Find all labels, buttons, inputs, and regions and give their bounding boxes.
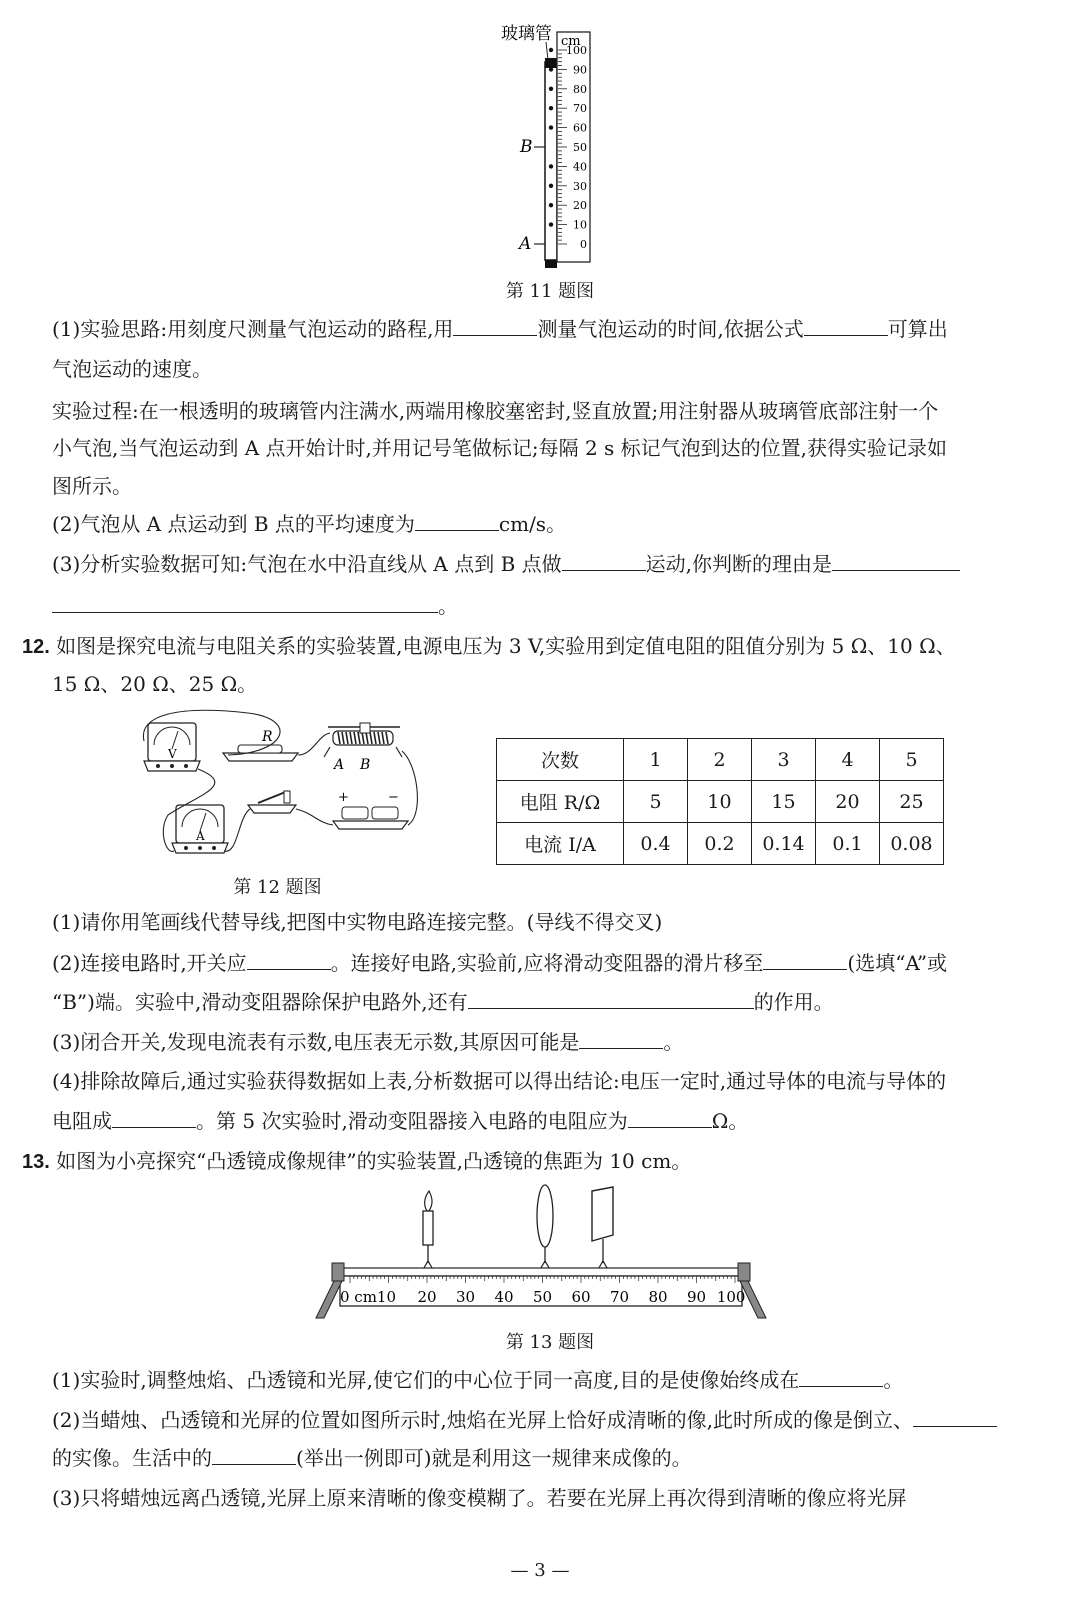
question-number: 13. [22, 1151, 50, 1173]
bench-scale-number: 30 [455, 1288, 476, 1306]
answer-blank[interactable] [247, 951, 331, 970]
tube-label: 玻璃管 [501, 24, 552, 44]
convex-lens [537, 1185, 553, 1273]
fixed-resistor [223, 729, 298, 761]
ruler-number: 100 [566, 44, 587, 57]
bench-scale-number: 100 [716, 1288, 746, 1306]
bubble-mark [549, 48, 553, 52]
table-cell: 0.14 [752, 823, 816, 865]
ruler-number: 80 [573, 82, 587, 96]
q12-part4: (4)排除故障后,通过实验获得数据如上表,分析数据可以得出结论:电压一定时,通过导体的电流与导体的 [52, 1069, 947, 1093]
q12-stem-line2: 15 Ω、20 Ω、25 Ω。 [52, 672, 258, 696]
q12-part2-cont: “B”)端。实验中,滑动变阻器除保护电路外,还有 的作用。 [52, 990, 834, 1014]
q12-part1: (1)请你用笔画线代替导线,把图中实物电路连接完整。(导线不得交叉) [52, 910, 663, 934]
switch [248, 791, 296, 813]
figure-13-caption: 第 13 题图 [505, 1332, 595, 1353]
bubble-mark [549, 184, 553, 188]
figure-11-caption: 第 11 题图 [505, 281, 595, 302]
page-number: — 3 — [510, 1560, 570, 1581]
answer-blank[interactable] [579, 1030, 663, 1049]
table-cell: 3 [752, 739, 816, 781]
bubble-mark [549, 222, 553, 226]
voltmeter [144, 723, 200, 771]
q13-part2-cont: 的实像。生活中的 (举出一例即可)就是利用这一规律来成像的。 [52, 1446, 692, 1470]
q11-procedure-line2: 小气泡,当气泡运动到 A 点开始计时,并用记号笔做标记;每隔 2 s 标记气泡到达的位置,获得实验记录如 [52, 436, 948, 460]
answer-blank[interactable] [799, 1368, 883, 1387]
table-row [497, 739, 944, 781]
table-cell: 0.1 [816, 823, 880, 865]
bench-scale-number: 20 [417, 1288, 437, 1306]
table-row [497, 781, 944, 823]
answer-blank[interactable] [468, 990, 754, 1009]
question-number: 12. [22, 636, 50, 658]
bench-scale-number: 70 [609, 1288, 630, 1306]
figure-11-bubble-tube [490, 20, 610, 275]
point-a-label: A [519, 234, 532, 254]
q11-procedure-line1: 实验过程:在一根透明的玻璃管内注满水,两端用橡胶塞密封,竖直放置;用注射器从玻璃管底部注射一个 [52, 399, 939, 423]
answer-blank[interactable] [453, 317, 537, 336]
bench-scale-number: 40 [494, 1288, 514, 1306]
rheostat-terminal-b: B [360, 757, 371, 773]
bench-scale-number: 80 [648, 1288, 668, 1306]
q11-part1: (1)实验思路:用刻度尺测量气泡运动的路程,用 测量气泡运动的时间,依据公式 可算出 [52, 317, 948, 341]
answer-blank[interactable] [415, 512, 499, 531]
battery-minus: − [388, 790, 399, 805]
table-cell: 25 [880, 781, 944, 823]
q11-part2: (2)气泡从 A 点运动到 B 点的平均速度为 cm/s。 [52, 512, 567, 536]
q11-part1-cont: 气泡运动的速度。 [52, 357, 212, 381]
ruler-number: 90 [573, 63, 587, 77]
bubble-mark [549, 106, 553, 110]
bench-scale-number: 0 cm10 [339, 1288, 397, 1306]
answer-blank[interactable] [112, 1109, 196, 1128]
answer-blank[interactable] [913, 1408, 997, 1427]
ruler-number: 30 [573, 179, 587, 193]
bubble-mark [549, 87, 553, 91]
q13-part2: (2)当蜡烛、凸透镜和光屏的位置如图所示时,烛焰在光屏上恰好成清晰的像,此时所成的像是倒立、 [52, 1408, 997, 1432]
answer-blank[interactable] [763, 951, 847, 970]
ammeter-label: A [196, 829, 205, 843]
resistor-label: R [262, 729, 273, 745]
table-cell: 5 [880, 739, 944, 781]
rheostat-terminal-a: A [334, 757, 345, 773]
bench-scale-number: 50 [532, 1288, 553, 1306]
answer-blank[interactable] [562, 552, 646, 571]
table-cell: 15 [752, 781, 816, 823]
table-cell: 2 [688, 739, 752, 781]
table-cell: 0.2 [688, 823, 752, 865]
q13-part1: (1)实验时,调整烛焰、凸透镜和光屏,使它们的中心位于同一高度,目的是使像始终成在 。 [52, 1368, 904, 1392]
bubble-mark [549, 203, 553, 207]
table-cell: 电阻 R/Ω [497, 781, 624, 823]
ruler-number: 0 [580, 238, 587, 251]
answer-blank[interactable] [52, 594, 438, 613]
table-cell: 10 [688, 781, 752, 823]
ruler-number: 40 [573, 160, 587, 174]
ruler-number: 70 [573, 102, 587, 116]
figure-12-caption: 第 12 题图 [233, 877, 322, 898]
ruler-number: 20 [573, 199, 587, 213]
figure-13-optical-bench [310, 1183, 780, 1323]
answer-blank[interactable] [804, 317, 888, 336]
bench-scale-number: 90 [686, 1288, 707, 1306]
q12-part4-cont: 电阻成 。第 5 次实验时,滑动变阻器接入电路的电阻应为 Ω。 [52, 1109, 749, 1133]
ammeter [172, 805, 228, 853]
answer-blank[interactable] [628, 1109, 712, 1128]
candle [421, 1191, 435, 1273]
battery-box [333, 790, 408, 829]
bench-scale-number: 60 [571, 1288, 591, 1306]
q12-part3: (3)闭合开关,发现电流表有示数,电压表无示数,其原因可能是 。 [52, 1030, 684, 1054]
q13-part3: (3)只将蜡烛远离凸透镜,光屏上原来清晰的像变模糊了。若要在光屏上再次得到清晰的像应将光屏 [52, 1486, 907, 1510]
table-cell: 20 [816, 781, 880, 823]
answer-blank[interactable] [832, 552, 960, 571]
answer-blank[interactable] [212, 1446, 296, 1465]
table-row [497, 823, 944, 865]
q13-stem: 13. 如图为小亮探究“凸透镜成像规律”的实验装置,凸透镜的焦距为 10 cm。 [22, 1149, 692, 1173]
bubble-mark [549, 67, 553, 71]
q11-part3: (3)分析实验数据可知:气泡在水中沿直线从 A 点到 B 点做 运动,你判断的理由是 [52, 552, 960, 576]
battery-plus: + [338, 790, 349, 805]
light-screen [592, 1187, 613, 1273]
voltmeter-label: V [168, 747, 177, 761]
ruler-number: 50 [573, 141, 587, 154]
sliding-rheostat [324, 723, 402, 773]
table-cell: 电流 I/A [497, 823, 624, 865]
table-cell: 次数 [497, 739, 624, 781]
table-cell: 1 [624, 739, 688, 781]
q12-part2: (2)连接电路时,开关应 。连接好电路,实验前,应将滑动变阻器的滑片移至 (选填“A”或 [52, 951, 948, 975]
unit-label: cm [561, 34, 581, 49]
q12-data-table [496, 738, 944, 865]
ruler-number: 60 [573, 121, 587, 135]
q12-stem-line1: 12. 如图是探究电流与电阻关系的实验装置,电源电压为 3 V,实验用到定值电阻的阻值分别为 5 Ω、10 Ω、 [22, 634, 956, 658]
point-b-label: B [520, 137, 533, 157]
table-cell: 4 [816, 739, 880, 781]
bubble-mark [549, 125, 553, 129]
bubble-mark [549, 164, 553, 168]
q11-procedure-line3: 图所示。 [52, 474, 132, 498]
ruler-number: 10 [573, 218, 587, 232]
table-cell: 0.08 [880, 823, 944, 865]
table-cell: 0.4 [624, 823, 688, 865]
table-cell: 5 [624, 781, 688, 823]
q11-part3-cont: 。 [52, 594, 458, 618]
figure-12-circuit [138, 705, 428, 870]
